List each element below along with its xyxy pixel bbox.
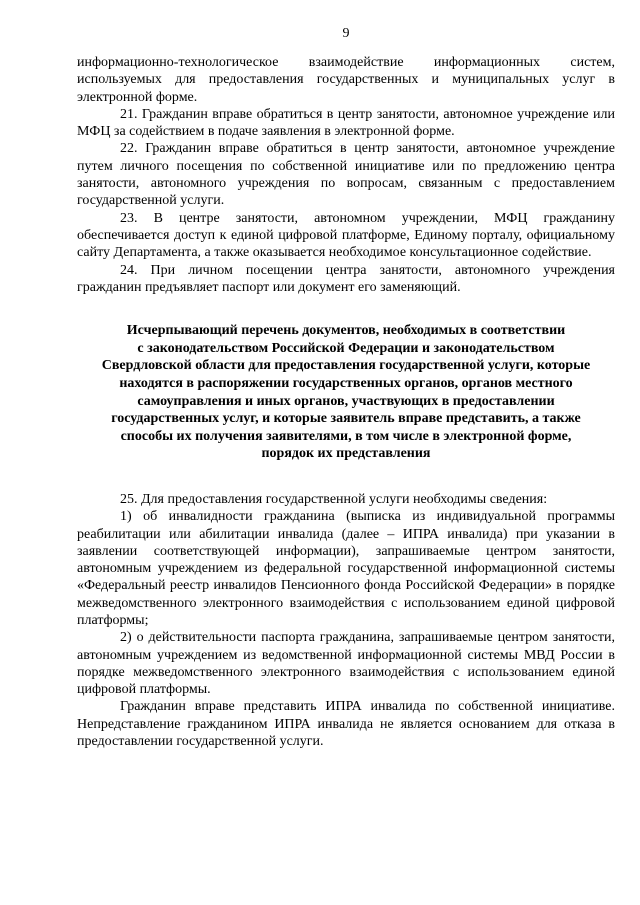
heading-line: с законодательством Российской Федерации и законодательством bbox=[137, 340, 555, 356]
paragraph-25: 25. Для предоставления государственной услуги необходимы сведения: bbox=[120, 491, 548, 507]
page-number: 9 bbox=[342, 26, 350, 41]
heading-line: самоуправления и иных органов, участвующих в предоставлении bbox=[137, 393, 555, 409]
paragraph-24: 24. При личном посещении центра занятости, автономного учреждения гражданин предъявляет паспорт или документ его заменяющий. bbox=[77, 262, 615, 295]
paragraph-ipra-note: Гражданин вправе представить ИПРА инвалида по собственной инициативе. Непредставление гражданином ИПРА инвалида не является основанием для отказа в предоставлении государственной услуги. bbox=[77, 699, 615, 750]
heading-line: Свердловской области для предоставления государственной услуги, которые bbox=[101, 358, 591, 374]
heading-line: государственных услуг, и которые заявитель вправе представить, а также bbox=[111, 411, 581, 427]
paragraph-25-item-1: 1) об инвалидности гражданина (выписка из индивидуальной программы реабилитации или абилитации инвалида (далее – ИПРА инвалида) при указании в заявлении соответствующей информации), запрашиваемые центром занятости, автономным учреждением из федеральной государственной информационной системы «Федеральный реестр инвалидов Пенсионного фонда Российской Федерации» в порядке межведомственного электронного взаимодействия с использованием единой цифровой платформы; bbox=[77, 509, 615, 628]
heading-line: находятся в распоряжении государственных органов, органов местного bbox=[119, 375, 573, 391]
intro-paragraph: информационно-технологическое взаимодействие информационных систем, используемых для предоставления государственных и муниципальных услуг в электронной форме. bbox=[77, 55, 615, 105]
section-heading bbox=[77, 322, 615, 463]
heading-line: порядок их представления bbox=[261, 446, 431, 462]
paragraph-21: 21. Гражданин вправе обратиться в центр занятости, автономное учреждение или МФЦ за содействием в подаче заявления в электронной форме. bbox=[77, 106, 615, 140]
document-page bbox=[77, 24, 615, 750]
paragraph-25-item-2: 2) о действительности паспорта гражданина, запрашиваемые центром занятости, автономным учреждением из ведомственной информационной системы МВД России в порядке межведомственного электронного взаимодействия с использованием единой цифровой платформы. bbox=[77, 630, 615, 698]
paragraph-22: 22. Гражданин вправе обратиться в центр занятости, автономное учреждение путем личного посещения по собственной инициативе или по предложению центра занятости, автономного учреждения по вопросам, связанным с предоставлением государственной услуги. bbox=[77, 141, 615, 209]
heading-line: способы их получения заявителями, в том числе в электронной форме, bbox=[120, 428, 572, 444]
heading-line: Исчерпывающий перечень документов, необходимых в соответствии bbox=[126, 323, 566, 339]
paragraph-23: 23. В центре занятости, автономном учреждении, МФЦ гражданину обеспечивается доступ к единой цифровой платформе, Единому порталу, официальному сайту Департамента, а также оказывается необходимое консультационное содействие. bbox=[77, 210, 615, 261]
